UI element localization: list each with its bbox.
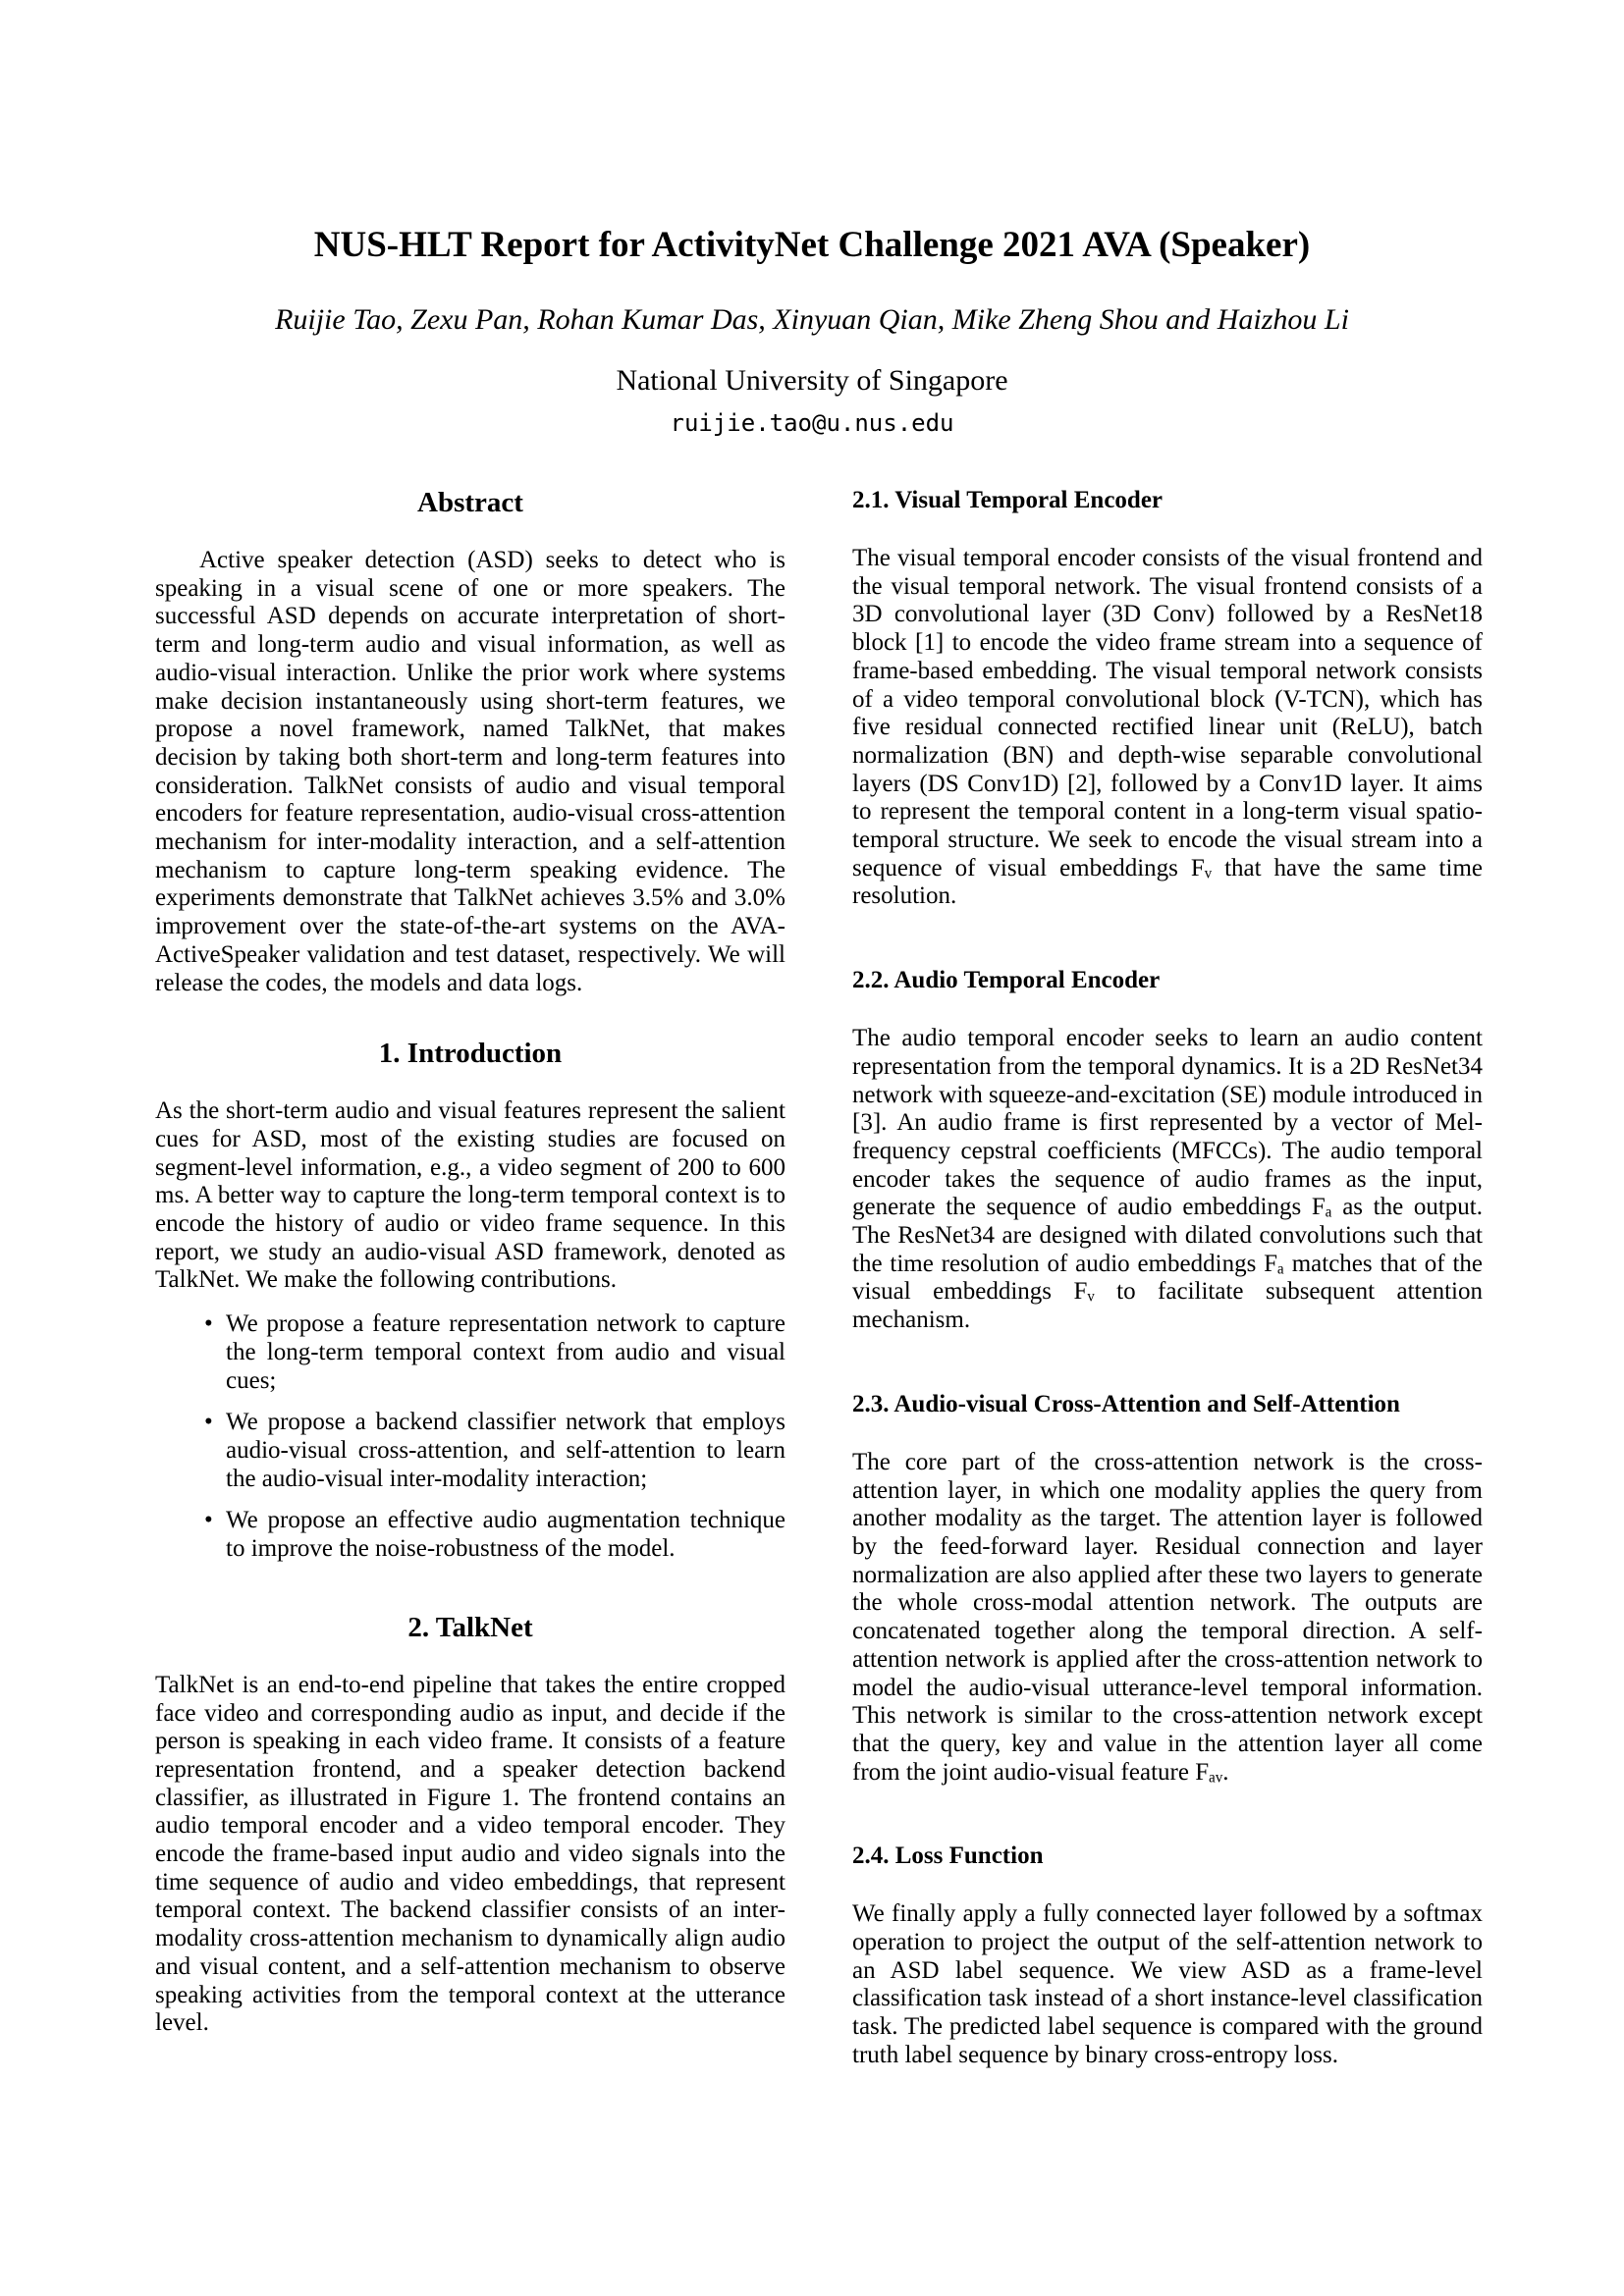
right-column xyxy=(852,486,1483,2070)
section-2-2 xyxy=(852,966,1483,1335)
contribution-item-2: • We propose a backend classifier network that employs audio-visual cross-attention, and self-attention to learn the audio-visual inter-modality interaction; xyxy=(155,1409,785,1493)
section-2-1-body: The visual temporal encoder consists of the visual frontend and the visual temporal network. The visual frontend consists of a 3D convolutional layer (3D Conv) followed by a ResNet18 block [1] to encode the video frame stream into a sequence of frame-based embedding. The visual temporal network consists of a video temporal convolutional block (V-TCN), which has five residual connected rectified linear unit (ReLU), batch normalization (BN) and depth-wise separable convolutional layers (DS Conv1D) [2], followed by a Conv1D layer. It aims to represent the temporal content in a long-term visual spatio-temporal structure. We seek to encode the visual stream into a sequence of visual embeddings Fᵥ that have the same time resolution. xyxy=(852,545,1483,910)
section-2-2-heading: 2.2. Audio Temporal Encoder xyxy=(852,967,1161,994)
section-2-2-body: The audio temporal encoder seeks to learn an audio content representation from the temporal dynamics. It is a 2D ResNet34 network with squeeze-and-excitation (SE) module introduced in [3]. An audio frame is first represented by a vector of Mel-frequency cepstral coefficients (MFCCs). The audio temporal encoder takes the sequence of audio frames as the input, generate the sequence of audio embeddings Fₐ as the output. The ResNet34 are designed with dilated convolutions such that the time resolution of audio embeddings Fₐ matches that of the visual embeddings Fᵥ to facilitate subsequent attention mechanism. xyxy=(852,1025,1483,1334)
paper-title: NUS-HLT Report for ActivityNet Challenge 2021 AVA (Speaker) xyxy=(313,225,1311,265)
left-column xyxy=(155,486,785,2070)
abstract-section xyxy=(155,486,785,997)
talknet-body: TalkNet is an end-to-end pipeline that takes the entire cropped face video and corresponding audio as input, and decide if the person is speaking in each video frame. It consists of a feature representation frontend, and a speaker detection backend classifier, as illustrated in Figure 1. The frontend contains an audio temporal encoder and a video temporal encoder. They encode the frame-based input audio and video signals into the time sequence of audio and video embeddings, that represent temporal context. The backend classifier consists of an inter-modality cross-attention mechanism to dynamically align audio and visual content, and a self-attention mechanism to observe speaking activities from the temporal context at the utterance level. xyxy=(155,1671,785,2037)
section-2-3-heading: 2.3. Audio-visual Cross-Attention and Self-Attention xyxy=(852,1390,1400,1417)
two-column-body xyxy=(155,486,1483,2070)
talknet-section xyxy=(155,1611,785,2038)
section-2-3-body: The core part of the cross-attention network is the cross-attention layer, in which one modality applies the query from another modality as the target. The attention layer is followed by the feed-forward layer. Residual connection and layer normalization are also applied after these two layers to generate the whole cross-modal attention network. The outputs are concatenated together along the temporal direction. A self-attention network is applied after the cross-attention network to model the audio-visual utterance-level temporal information. This network is similar to the cross-attention network except that the query, key and value in the attention layer all come from the joint audio-visual feature Fₐᵥ. xyxy=(852,1448,1483,1786)
paper-authors: Ruijie Tao, Zexu Pan, Rohan Kumar Das, Xinyuan Qian, Mike Zheng Shou and Haizhou Li xyxy=(275,303,1349,336)
paper-affiliation: National University of Singapore xyxy=(616,364,1008,397)
contribution-list xyxy=(155,1310,785,1564)
paper-email: ruijie.tao@u.nus.edu xyxy=(670,409,954,437)
introduction-body: As the short-term audio and visual features represent the salient cues for ASD, most of the existing studies are focused on segment-level information, e.g., a video segment of 200 to 600 ms. A better way to capture the long-term temporal context is to encode the history of audio or video frame sequence. In this report, we study an audio-visual ASD framework, denoted as TalkNet. We make the following contributions. xyxy=(155,1097,785,1294)
talknet-heading: 2. TalkNet xyxy=(407,1611,533,1643)
section-2-1-heading: 2.1. Visual Temporal Encoder xyxy=(852,487,1164,513)
section-2-4-body: We finally apply a fully connected layer followed by a softmax operation to project the output of the self-attention network to an ASD label sequence. We view ASD as a frame-level classification task instead of a short instance-level classification task. The predicted label sequence is compared with the ground truth label sequence by binary cross-entropy loss. xyxy=(852,1900,1483,2068)
introduction-heading: 1. Introduction xyxy=(378,1038,563,1070)
contribution-item-3: • We propose an effective audio augmentation technique to improve the noise-robustness of the model. xyxy=(155,1507,785,1563)
section-2-1 xyxy=(852,486,1483,911)
contribution-item-1: • We propose a feature representation network to capture the long-term temporal context from audio and visual cues; xyxy=(155,1310,785,1395)
section-2-3 xyxy=(852,1390,1483,1787)
abstract-heading: Abstract xyxy=(417,487,523,518)
introduction-section xyxy=(155,1037,785,1564)
section-2-4 xyxy=(852,1842,1483,2069)
paper-header xyxy=(0,0,1624,438)
abstract-body: Active speaker detection (ASD) seeks to detect who is speaking in a visual scene of one or more speakers. The successful ASD depends on accurate interpretation of short-term and long-term audio and visual information, as well as audio-visual interaction. Unlike the prior work where systems make decision instantaneously using short-term features, we propose a novel framework, named TalkNet, that makes decision by taking both short-term and long-term features into consideration. TalkNet consists of audio and visual temporal encoders for feature representation, audio-visual cross-attention mechanism for inter-modality interaction, and a self-attention mechanism to capture long-term speaking evidence. The experiments demonstrate that TalkNet achieves 3.5% and 3.0% improvement over the state-of-the-art systems on the AVA-ActiveSpeaker validation and test dataset, respectively. We will release the codes, the models and data logs. xyxy=(155,547,785,996)
section-2-4-heading: 2.4. Loss Function xyxy=(852,1842,1044,1870)
